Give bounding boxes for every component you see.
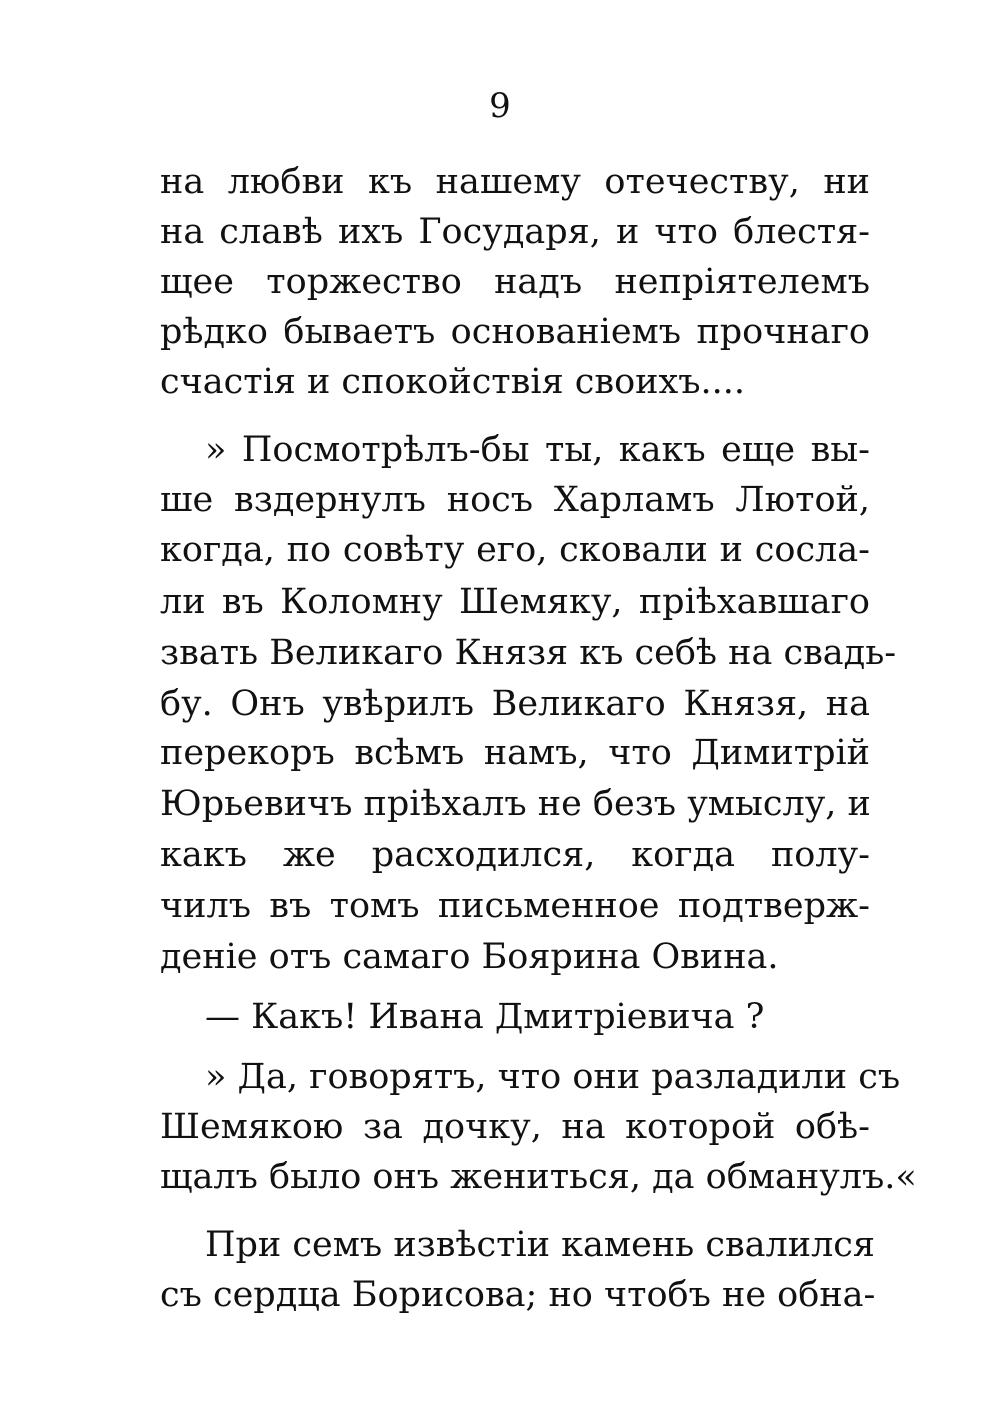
text-line: ли въ Коломну Шемяку, пріѣхавшаго xyxy=(160,582,870,622)
text-line: бу. Онъ увѣрилъ Великаго Князя, на xyxy=(160,684,870,724)
text-line: Шемякою за дочку, на которой обѣ- xyxy=(160,1107,870,1147)
text-line: При семъ извѣстіи камень свалился xyxy=(205,1225,875,1265)
text-line: перекоръ всѣмъ намъ, что Димитрій xyxy=(160,733,870,773)
text-line: деніе отъ самаго Боярина Овина. xyxy=(160,937,779,977)
text-line: звать Великаго Князя къ себѣ на свадь- xyxy=(160,633,897,673)
page-number: 9 xyxy=(489,86,511,126)
text-line: ше вздернулъ носъ Харламъ Лютой, xyxy=(160,480,870,520)
text-line: чилъ въ томъ письменное подтверж- xyxy=(160,886,870,926)
text-line: » Да, говорятъ, что они разладили съ xyxy=(205,1057,901,1097)
text-line: на славѣ ихъ Государя, и что блестя- xyxy=(160,212,870,252)
text-line: съ сердца Борисова; но чтобъ не обна- xyxy=(160,1275,876,1315)
text-line: какъ же расходился, когда полу- xyxy=(160,835,870,875)
text-line: на любви къ нашему отечеству, ни xyxy=(160,162,870,202)
text-line: щалъ было онъ жениться, да обманулъ.« xyxy=(160,1157,917,1197)
text-line: когда, по совѣту его, сковали и сосла- xyxy=(160,530,870,570)
text-line: — Какъ! Ивана Дмитріевича ? xyxy=(205,997,765,1037)
text-line: счастія и спокойствія своихъ.... xyxy=(160,362,745,402)
text-line: рѣдко бываетъ основаніемъ прочнаго xyxy=(160,312,870,352)
text-line: щее торжество надъ непріятелемъ xyxy=(160,262,870,302)
text-line: » Посмотрѣлъ-бы ты, какъ еще вы- xyxy=(205,430,870,470)
text-line: Юрьевичъ пріѣхалъ не безъ умыслу, и xyxy=(160,784,871,824)
